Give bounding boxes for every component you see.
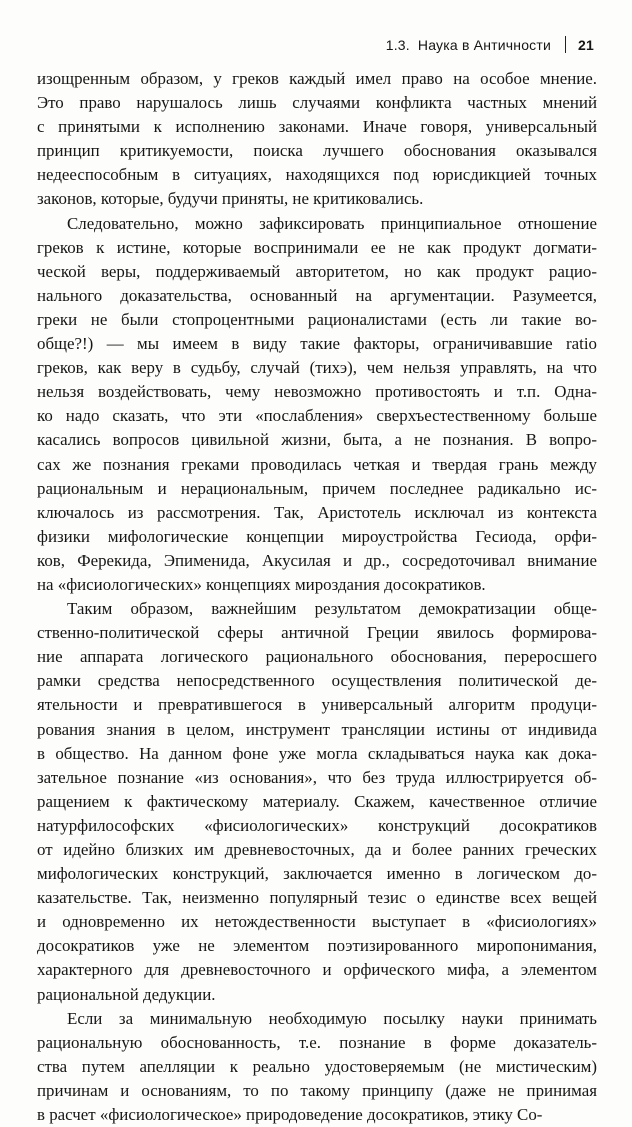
paragraph [37, 597, 597, 1007]
paragraph [37, 212, 597, 598]
text-line: ращением к фактическому материалу. Скажем, качественное отличие [37, 791, 597, 811]
text-line: обще?!) — мы имеем в виду такие факторы, ограничивавшие ratio [37, 334, 597, 354]
header-divider [565, 36, 566, 53]
text-line: Если за минимальную необходимую посылку науки принимать [67, 1008, 597, 1028]
text-line: Следовательно, можно зафиксировать принципиальное отношение [67, 213, 597, 233]
text-line: Таким образом, важнейшим результатом демократизации обще- [67, 599, 597, 619]
text-line: греков к истине, которые воспринимали ее не как продукт догмати- [37, 237, 597, 257]
body-text [37, 67, 597, 1127]
text-line: нального доказательства, основанный на аргументации. Разумеется, [37, 285, 597, 305]
text-line: Это право нарушалось лишь случаями конфликта частных мнений [37, 93, 597, 113]
text-line: изощренным образом, у греков каждый имел право на особое мнение. [37, 69, 597, 88]
text-line: на «фисиологических» концепциях мироздания досократиков. [37, 574, 486, 594]
running-header [386, 36, 594, 53]
text-line: физики мифологические концепции мироустройства Гесиода, орфи- [37, 526, 597, 546]
text-line: греки не были стопроцентными рационалистами (есть ли такие во- [37, 309, 597, 329]
text-line: ства путем апелляции к реально удостоверяемым (не мистическим) [37, 1056, 597, 1076]
text-line: недееспособным в ситуациях, находящихся под юрисдикцией точных [37, 165, 597, 185]
text-line: в общество. На данном фоне уже могла складываться наука как дока- [37, 743, 597, 763]
text-line: рамки средства непосредственного осуществления политической де- [37, 671, 597, 691]
text-line: ков, Ферекида, Эпименида, Акусилая и др., сосредоточивал внимание [37, 550, 597, 570]
text-line: ние аппарата логического рационального обоснования, переросшего [37, 647, 597, 667]
section-number: 1.3. [385, 36, 410, 53]
text-line: ственно-политической сферы античной Греции явилось формирова- [37, 623, 597, 643]
text-line: касались вопросов цивильной жизни, быта, а не познания. В вопро- [37, 430, 597, 450]
text-line: рациональным и нерациональным, причем последнее радикально ис- [37, 478, 597, 498]
text-line: ключалось из рассмотрения. Так, Аристотель исключал из контекста [37, 502, 597, 522]
text-line: принцип критикуемости, поиска лучшего обоснования оказывался [37, 141, 597, 161]
paragraph [37, 1007, 597, 1127]
text-line: от идейно близких им древневосточных, да и более ранних греческих [37, 840, 597, 859]
text-line: сах же познания греками проводилась четкая и твердая грань между [37, 454, 597, 474]
text-line: в расчет «фисиологическое» природоведение досократиков, этику Со- [37, 1105, 543, 1125]
text-line: характерного для древневосточного и орфического мифа, а элементом [37, 960, 597, 980]
section-title: Наука в Античности [417, 36, 552, 53]
text-line: нельзя воздействовать, чему невозможно противостоять и т.п. Одна- [37, 382, 597, 402]
text-line: казательстве. Так, неизменно популярный тезис о единстве всех вещей [37, 888, 597, 908]
text-line: с принятыми к исполнению законами. Иначе говоря, универсальный [37, 117, 597, 137]
text-line: причинам и основаниям, то по такому принципу (даже не принимая [37, 1080, 597, 1100]
text-line: ческой веры, поддерживаемый авторитетом, но как продукт рацио- [37, 261, 597, 281]
text-line: досократиков уже не элементом поэтизированного миропонимания, [37, 936, 597, 956]
text-line: и одновременно их нетождественности выступает в «фисиологиях» [37, 912, 597, 932]
text-line: натурфилософских «фисиологических» конструкций досократиков [37, 815, 597, 835]
text-line: законов, которые, будучи приняты, не критиковались. [37, 189, 424, 209]
text-line: мифологических конструкций, заключается именно в логическом до- [37, 864, 597, 884]
paragraph [37, 67, 597, 212]
text-line: зательное познание «из основания», что без труда иллюстрируется об- [37, 767, 597, 787]
page-number: 21 [578, 36, 594, 53]
text-line: ко надо сказать, что эти «послабления» сверхъестественному больше [37, 406, 597, 426]
text-line: рования знания в целом, инструмент трансляции истины от индивида [37, 719, 597, 739]
text-line: греков, как веру в судьбу, случай (тихэ), чем нельзя управлять, на что [37, 358, 597, 378]
text-line: рациональной дедукции. [37, 984, 216, 1004]
text-line: рациональную обоснованность, т.е. познание в форме доказатель- [37, 1032, 597, 1052]
text-line: ятельности и превратившегося в универсальный алгоритм продуци- [37, 695, 597, 715]
